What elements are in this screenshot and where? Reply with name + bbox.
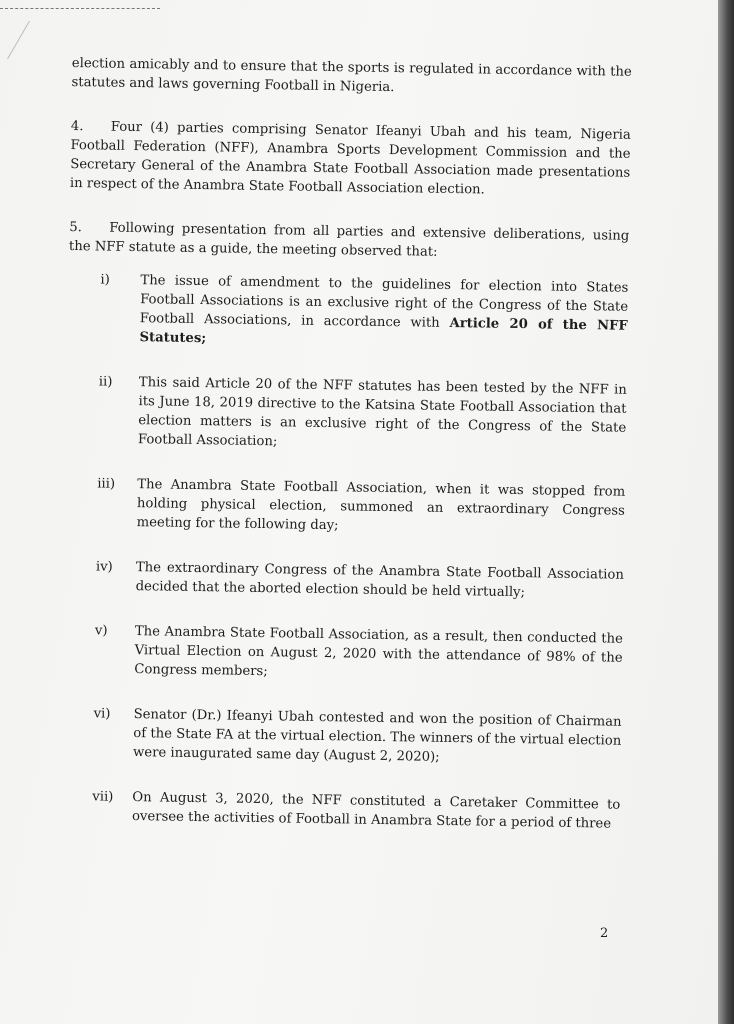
page-edge-shadow: [718, 0, 734, 1024]
list-item: [64, 557, 625, 604]
opening-paragraph: election amicably and to ensure that the sports is regulated in accordance with the statutes and laws governing Football in Nigeria.: [71, 55, 632, 96]
paragraph-4: [70, 117, 631, 202]
item-numeral: i): [100, 272, 110, 288]
item-text: On August 3, 2020, the NFF constituted a Caretaker Committee to oversee the activities of Football in Anambra State for a period of three: [131, 790, 621, 832]
item-numeral: v): [94, 623, 108, 639]
page-number: 2: [600, 926, 609, 941]
paragraph-number: 4.: [70, 118, 84, 135]
pen-mark: [7, 21, 30, 60]
item-numeral: vii): [92, 789, 114, 805]
item-bold-reference: Article 20 of the NFF Statutes;: [139, 315, 628, 347]
document-body: [59, 54, 631, 860]
list-item: [66, 372, 627, 457]
paragraph-5: [69, 218, 630, 265]
paragraph-number: 5.: [69, 219, 82, 236]
item-text: Senator (Dr.) Ifeanyi Ubah contested and won the position of Chairman of the State FA at the virtual election. The winners of the virtual election were inaugurated same day (August 2, 2020);: [132, 707, 622, 765]
item-text: The Anambra State Football Association, as a result, then conducted the Virtual Election on August 2, 2020 with the attendance of 98% of the Congress members;: [134, 624, 623, 680]
list-item: [61, 704, 622, 770]
list-item: [62, 621, 623, 687]
list-item: [60, 787, 621, 834]
item-text: The Anambra State Football Association, when it was stopped from holding physical election, summoned an extraordinary Congress meeting for the following day;: [136, 477, 626, 534]
item-numeral: iii): [97, 476, 116, 492]
item-numeral: iv): [95, 559, 113, 575]
item-text: The issue of amendment to the guidelines for election into States Football Associations is an exclusive right of the Congress of the State Football Associations, in accordance with: [139, 273, 629, 331]
paragraph-text: Following presentation from all parties and extensive deliberations, using the NFF statute as a guide, the meeting observed that:: [68, 220, 630, 260]
item-text: This said Article 20 of the NFF statutes has been tested by the NFF in its June 18, 2019 directive to the Katsina State Football Association that election matters is an exclusive right of the Congress of the State Football Association;: [137, 375, 627, 450]
list-item: [65, 474, 626, 540]
observations-list: [60, 270, 629, 834]
item-numeral: ii): [98, 374, 113, 390]
paragraph-text: Four (4) parties comprising Senator Ifeanyi Ubah and his team, Nigeria Football Federation (NFF), Anambra Sports Development Commission and the Secretary General of the Anambra State Football Association made presentations in respect of the Anambra State Football Association election.: [69, 119, 631, 198]
item-text: The extraordinary Congress of the Anambra State Football Association decided that the aborted election should be held virtually;: [135, 560, 624, 601]
top-edge-mark: [0, 0, 160, 9]
item-numeral: vi): [93, 706, 111, 722]
list-item: [67, 270, 628, 355]
